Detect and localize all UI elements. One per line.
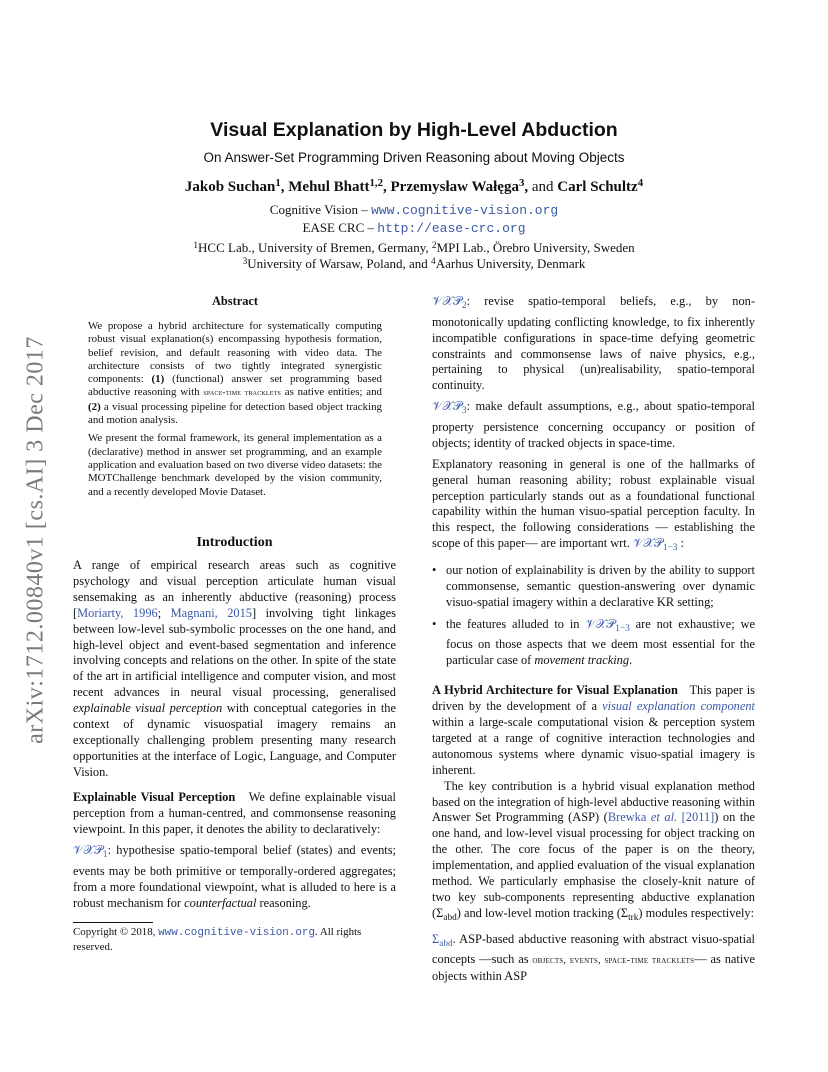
affiliation-text: University of Warsaw, Poland, and [247,256,432,271]
intro-body [73,558,396,912]
affiliation-text: MPI Lab., Örebro University, Sweden [436,240,635,255]
author-affil-mark: 1 [275,177,281,189]
intro-paragraph: A range of empirical research areas such as cognitive psychology and visual perception articulate human visual sensemaking as an inherently abductive (reasoning) process [Moriarty, 1996; Magnani, 2015] involving tight linkages between low-level sub-symbolic processes on the one hand, and high-level object and event-based segmentation and inference involving concepts and relations on the other. In spite of the state of the art in artificial intelligence and computer vision, and most recent advances in neural visual processing, generalised explainable visual perception with conceptual categories in the context of dynamic visuospatial imagery remains an exceptionally challenging problem presenting many research opportunities at the interface of Logic, Language, and Computer Vision. [73,558,397,779]
arxiv-sidebar [22,300,50,780]
abstract-paragraph: We present the formal framework, its general implementation as a (declarative) method in answer set programming, and an example application and evaluation based on two diverse video datasets: the MOTChallenge benchmark developed by the vision community, and a recently developed Movie Dataset. [88,432,382,498]
vxp2-item: 𝒱𝒳𝒫$_2$: revise spatio-temporal beliefs, e.g., by non-monotonically updating conflicting knowledge, to fix inherently incompatible configurations in space-time defying geometric constraints and commonsense laws of naive physics, e.g., pertaining to physical (un)realisability, spatio-temporal continuity. [432,294,755,393]
list-item: • our notion of explainability is driven by the ability to support commonsense, semantic question-answering over dynamic visuo-spatial imagery within a declarative KR setting; [432,563,755,611]
evp-heading: Explainable Visual Perception [73,789,236,804]
author-affil-mark: 3 [518,177,525,189]
author-name: Carl Schultz [557,178,638,195]
paper-subtitle: On Answer-Set Programming Driven Reasoning about Moving Objects [203,150,625,165]
affiliation-line [0,202,828,218]
abstract-paragraph: We propose a hybrid architecture for systematically computing robust visual explanation(s) encompassing hypothesis formation, belief revision, and default reasoning with video data. The architecture consists of two tightly integrated synergistic components: (1) (functional) answer set programming based abductive reasoning with space-time tracklets as native entities; and (2) a visual processing pipeline for detection based object tracking and motion analysis. [88,320,382,427]
vxp1-label: 𝒱𝒳𝒫 [73,843,103,858]
introduction-heading: Introduction [196,535,273,550]
author-name: Mehul Bhatt [288,178,370,195]
vxp2-label: 𝒱𝒳𝒫 [432,294,462,308]
affiliation-line: $^3$University of Warsaw, Poland, and $^4$Aarhus University, Denmark [242,256,586,271]
contribution-paragraph: The key contribution is a hybrid visual explanation method based on the integration of high-level abductive reasoning within Answer Set Programming (ASP) (Brewka et al. [2011]) on the one hand, and low-level visual processing for object tracking on the other. The core focus of the paper is on the theory, implementation, and applied evaluation of the visual explanation method. We particularly emphasise the closely-knit nature of two key sub-components representing abductive explanation $(\Sigma_{abd})$ and low-level motion tracking $(\Sigma_{trk})$ modules respectively: [432,778,756,923]
list-item: • the features alluded to in 𝒱𝒳𝒫$_{1-3}$ are not exhaustive; we focus on those aspects that we deem most essential for the particular case of movement tracking. [432,617,755,670]
footnote-link[interactable]: www.cognitive-vision.org [158,927,315,939]
ease-crc-link[interactable]: http://ease-crc.org [377,221,526,236]
author-and: and [531,178,554,195]
hybrid-paragraph: A Hybrid Architecture for Visual Explanation This paper is driven by the development of a visual explanation component within a large-scale computational vision & perception system targeted at a range of cognitive interaction technologies and autonomous systems where dynamic visuo-spatial imagery is inherent. [432,683,755,777]
author-affil-mark: 1,2 [369,177,384,189]
explanatory-paragraph: Explanatory reasoning in general is one of the hallmarks of general human reasoning ability; robust explainable visual perception particularly stands out as a foundational functional capability within the human visuo-spatial perception faculty. In this respect, the following considerations — establishing the scope of this paper— are important wrt. 𝒱𝒳𝒫$_{1-3}$ : [432,456,755,554]
author-list: Jakob Suchan$^1$, Mehul Bhatt$^{1,2}$, Przemysław Wałęga$^3$, and Carl Schultz$^4$ [184,177,644,195]
abstract-heading: Abstract [211,294,259,308]
scope-list [432,563,755,669]
affiliation-text: Cognitive Vision – [269,202,371,217]
evp-paragraph: Explainable Visual Perception We define explainable visual perception from a human-centred, and commonsense reasoning viewpoint. In this paper, it denotes the ability to declaratively: [73,789,396,836]
footnote-rule [73,922,153,923]
sigma-abd-item: $\Sigma_{abd}$. ASP-based abductive reasoning with abstract visuo-spatial concepts —such as objects, events, space-time tracklets— as native objects within ASP [432,931,755,984]
affiliation-text: Aarhus University, Denmark [435,256,586,271]
cognitive-vision-link[interactable]: www.cognitive-vision.org [370,203,559,218]
citation-link[interactable]: Brewka et al. [2011] [607,810,715,825]
hybrid-heading: A Hybrid Architecture for Visual Explanation [432,683,678,698]
affiliation-line [0,220,828,236]
affiliation-text: HCC Lab., University of Bremen, Germany, [198,240,432,255]
citation-link[interactable]: Moriarty, 1996 [77,605,158,620]
affiliation-text: EASE CRC – [302,220,378,235]
citation-link[interactable]: Magnani, 2015 [170,605,253,620]
author-name: Przemysław Wałęga [390,178,519,195]
abstract-body [88,320,382,499]
vxp3-item: 𝒱𝒳𝒫$_3$: make default assumptions, e.g., about spatio-temporal property persistence concerning occupancy or position of objects; identity of tracked objects in space-time. [432,399,755,450]
copyright-footnote: Copyright © 2018, www.cognitive-vision.org. All rights reserved. [73,926,362,953]
arxiv-id[interactable]: arXiv:1712.00840v1 [cs.AI] 3 Dec 2017 [22,336,49,744]
right-column [432,294,755,985]
vxp3-label: 𝒱𝒳𝒫 [432,399,462,414]
vxp1-item: 𝒱𝒳𝒫$_1$: hypothesise spatio-temporal belief (states) and events; events may be both primitive or temporally-ordered aggregates; from a more foundational viewpoint, what is alluded to here is a robust mechanism for counterfactual reasoning. [73,843,396,910]
paper-title: Visual Explanation by High-Level Abduction [210,119,618,141]
author-affil-mark: 4 [637,177,644,189]
affiliation-line: $^1$HCC Lab., University of Bremen, Germany, $^2$MPI Lab., Örebro University, Sweden [193,240,635,255]
author-name: Jakob Suchan [184,178,276,195]
